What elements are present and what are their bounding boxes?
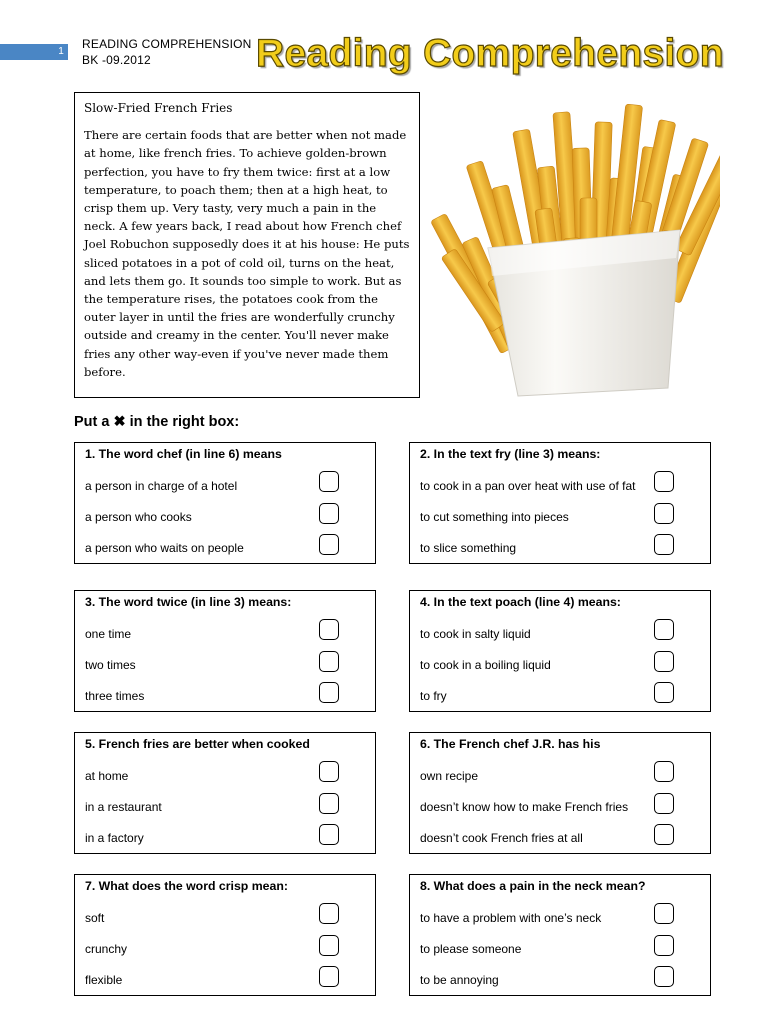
answer-checkbox[interactable] <box>654 966 674 987</box>
answer-option: to have a problem with one’s neck <box>420 911 602 925</box>
answer-checkbox[interactable] <box>654 903 674 924</box>
french-fries-image <box>430 88 720 403</box>
answer-option: flexible <box>85 973 123 987</box>
answer-checkbox[interactable] <box>654 824 674 845</box>
question-box <box>74 874 376 996</box>
answer-option: three times <box>85 689 145 703</box>
answer-option: own recipe <box>420 769 479 783</box>
answer-checkbox[interactable] <box>319 682 339 703</box>
question-box <box>74 590 376 712</box>
page-number: 1 <box>58 46 64 57</box>
answer-checkbox[interactable] <box>654 682 674 703</box>
answer-checkbox[interactable] <box>319 966 339 987</box>
answer-option: in a restaurant <box>85 800 162 814</box>
question-title: 3. The word twice (in line 3) means: <box>85 595 292 609</box>
answer-option: to cut something into pieces <box>420 510 569 524</box>
answer-option: a person in charge of a hotel <box>85 479 238 493</box>
header-code: BK -09.2012 <box>82 53 151 67</box>
answer-checkbox[interactable] <box>319 503 339 524</box>
question-title: 5. French fries are better when cooked <box>85 737 310 751</box>
answer-option: in a factory <box>85 831 144 845</box>
story-box <box>74 92 420 398</box>
answer-checkbox[interactable] <box>654 534 674 555</box>
answer-checkbox[interactable] <box>654 471 674 492</box>
answer-option: to cook in a pan over heat with use of fat <box>420 479 636 493</box>
answer-checkbox[interactable] <box>654 935 674 956</box>
question-title: 1. The word chef (in line 6) means <box>85 447 282 461</box>
answer-option: doesn’t cook French fries at all <box>420 831 583 845</box>
question-box <box>409 874 711 996</box>
answer-option: soft <box>85 911 105 925</box>
answer-option: one time <box>85 627 132 641</box>
answer-checkbox[interactable] <box>654 619 674 640</box>
answer-option: to please someone <box>420 942 522 956</box>
instruction: Put a ✖ in the right box: <box>74 414 240 430</box>
answer-checkbox[interactable] <box>319 824 339 845</box>
question-title: 6. The French chef J.R. has his <box>420 737 601 751</box>
story-text: There are certain foods that are better when not made at home, like french fries. To achieve golden-brown perfection, you have to fry them twice: first at a low temperature, to poach them; then at a high heat, to crisp them up. Very tasty, very much a pain in the neck. A few years back, I read about how French chef Joel Robuchon supposedly does it at his house: He puts sliced potatoes in a pot of cold oil, turns on the heat, and lets them go. It sounds too simple to work. But as the temperature rises, the potatoes cook from the outer layer in until the fries are wonderfully crunchy outside and creamy in the center. You'll never make fries any other way-even if you've never made them before. <box>84 128 410 379</box>
answer-checkbox[interactable] <box>319 534 339 555</box>
question-box <box>74 732 376 854</box>
answer-option: at home <box>85 769 129 783</box>
answer-checkbox[interactable] <box>654 651 674 672</box>
question-box <box>409 590 711 712</box>
answer-option: to fry <box>420 689 447 703</box>
question-title: 2. In the text fry (line 3) means: <box>420 447 601 461</box>
answer-checkbox[interactable] <box>654 793 674 814</box>
question-box <box>74 442 376 564</box>
question-box <box>409 442 711 564</box>
answer-checkbox[interactable] <box>319 903 339 924</box>
answer-option: to cook in salty liquid <box>420 627 531 641</box>
answer-checkbox[interactable] <box>654 761 674 782</box>
answer-checkbox[interactable] <box>319 619 339 640</box>
story-title: Slow-Fried French Fries <box>84 101 233 115</box>
answer-checkbox[interactable] <box>319 471 339 492</box>
answer-option: two times <box>85 658 136 672</box>
answer-checkbox[interactable] <box>319 761 339 782</box>
question-title: 7. What does the word crisp mean: <box>85 879 288 893</box>
header-label: READING COMPREHENSION <box>82 37 252 51</box>
answer-option: crunchy <box>85 942 128 956</box>
answer-checkbox[interactable] <box>654 503 674 524</box>
answer-option: a person who cooks <box>85 510 192 524</box>
question-title: 4. In the text poach (line 4) means: <box>420 595 621 609</box>
answer-option: a person who waits on people <box>85 541 244 555</box>
page-title: Reading Comprehension <box>256 32 724 75</box>
answer-checkbox[interactable] <box>319 793 339 814</box>
answer-option: to slice something <box>420 541 517 555</box>
answer-option: to cook in a boiling liquid <box>420 658 551 672</box>
answer-option: doesn’t know how to make French fries <box>420 800 629 814</box>
question-title: 8. What does a pain in the neck mean? <box>420 879 646 893</box>
answer-option: to be annoying <box>420 973 499 987</box>
answer-checkbox[interactable] <box>319 651 339 672</box>
answer-checkbox[interactable] <box>319 935 339 956</box>
question-box <box>409 732 711 854</box>
